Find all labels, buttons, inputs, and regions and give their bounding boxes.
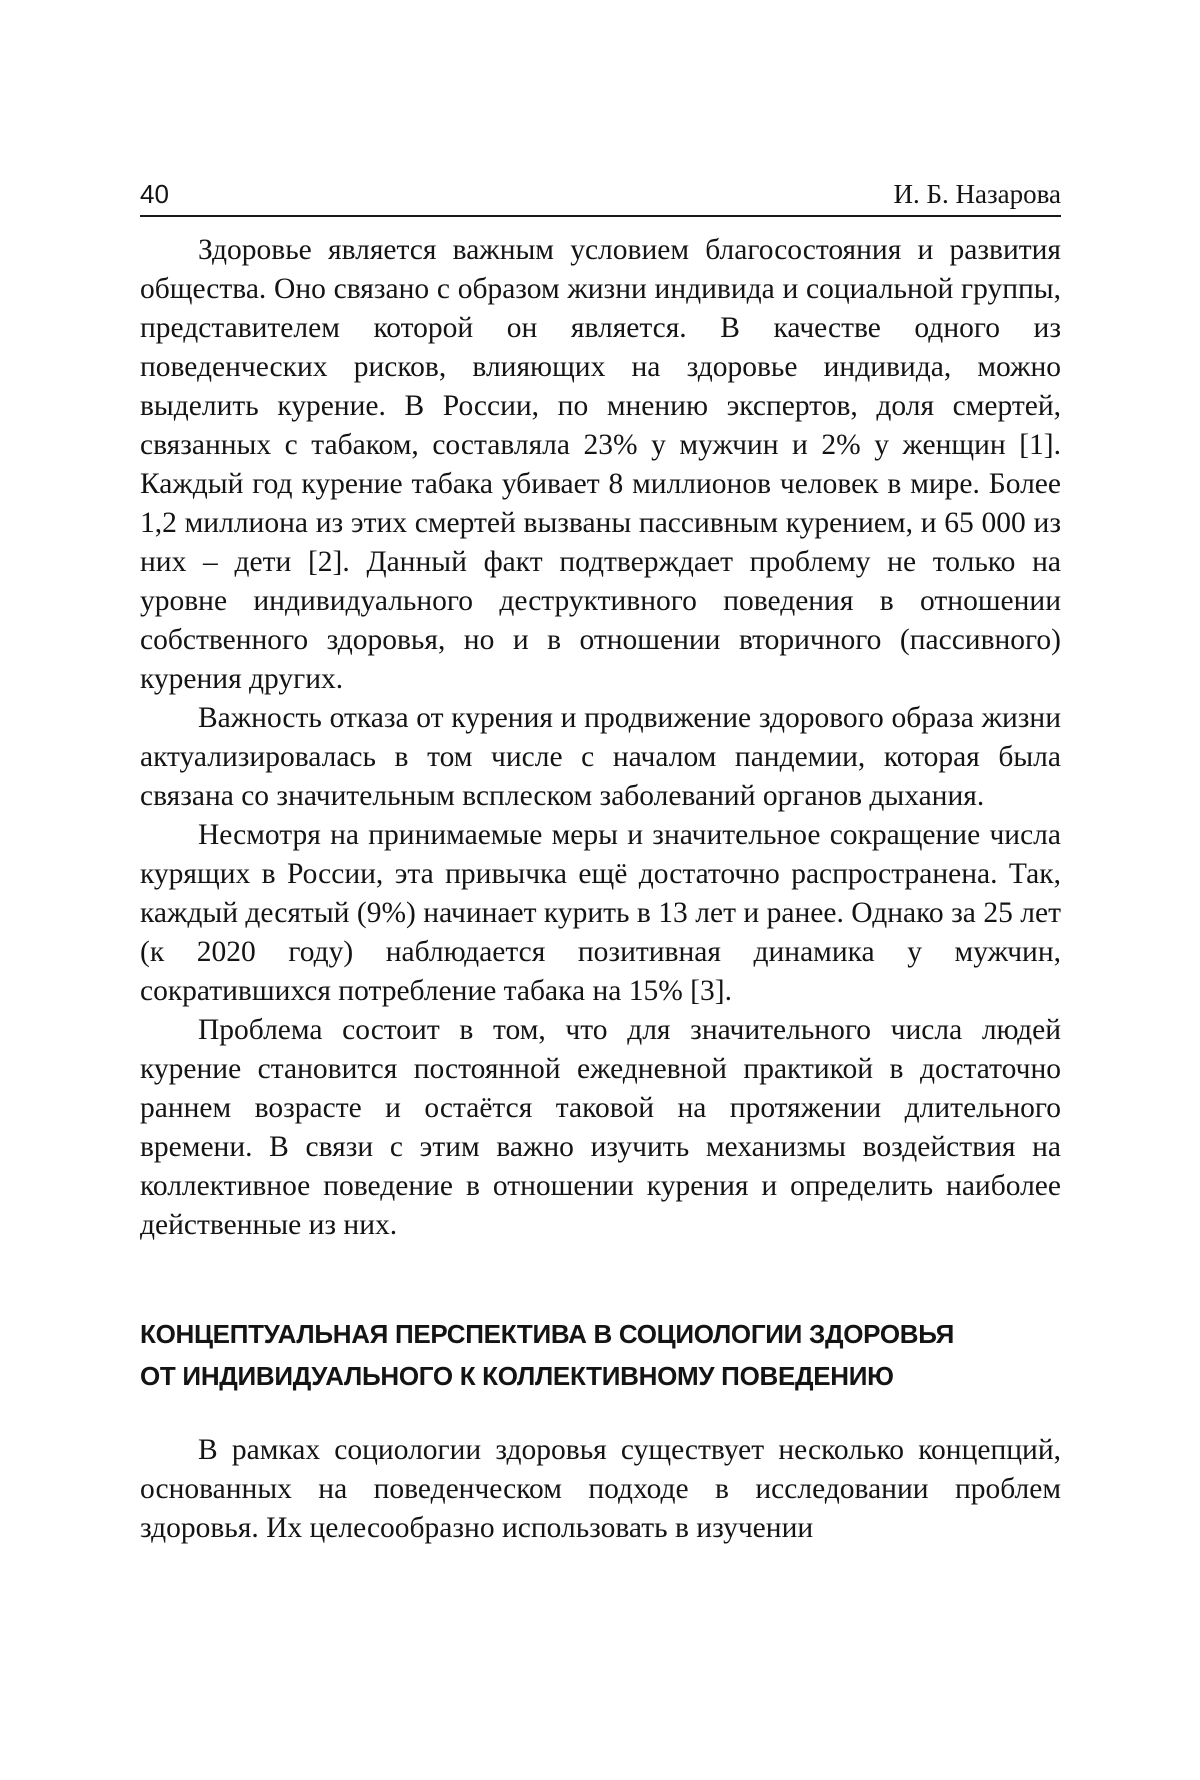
page-header [140, 164, 1061, 210]
section-heading-line-2: ОТ ИНДИВИДУАЛЬНОГО К КОЛЛЕКТИВНОМУ ПОВЕДЕНИЮ [140, 1361, 894, 1391]
paragraph-health-and-smoking: Здоровье является важным условием благосостояния и развития общества. Оно связано с образом жизни индивида и социальной группы, представителем которой он является. В качестве одного из поведенческих рисков, влияющих на здоровье индивида, можно выделить курение. В России, по мнению экспертов, доля смертей, связанных с табаком, составляла 23% у мужчин и 2% у женщин [1]. Каждый год курение табака убивает 8 миллионов человек в мире. Более 1,2 миллиона из этих смертей вызваны пассивным курением, и 65 000 из них – дети [2]. Данный факт подтверждает проблему не только на уровне индивидуального деструктивного поведения в отношении собственного здоровья, но и в отношении вторичного (пассивного) курения других. [140, 234, 1061, 695]
header-divider [140, 215, 1061, 217]
paragraph-pandemic: Важность отказа от курения и продвижение здорового образа жизни актуализировалась в том числе с началом пандемии, которая была связана со значительным всплеском заболеваний органов дыхания. [140, 702, 1061, 812]
paragraph-problem-statement: Проблема состоит в том, что для значительного числа людей курение становится постоянной ежедневной практикой в достаточно раннем возрасте и остаётся таковой на протяжении длительного времени. В связи с этим важно изучить механизмы воздействия на коллективное поведение в отношении курения и определить наиболее действенные из них. [140, 1014, 1061, 1241]
page-number: 40 [140, 179, 169, 209]
paragraph-statistics: Несмотря на принимаемые меры и значительное сокращение числа курящих в России, эта привычка ещё достаточно распространена. Так, каждый десятый (9%) начинает курить в 13 лет и ранее. Однако за 25 лет (к 2020 году) наблюдается позитивная динамика у мужчин, сократившихся потребление табака на 15% [3]. [140, 819, 1061, 1007]
section-heading [140, 1313, 1061, 1397]
page-body [140, 231, 1061, 1548]
section-heading-line-1: КОНЦЕПТУАЛЬНАЯ ПЕРСПЕКТИВА В СОЦИОЛОГИИ ЗДОРОВЬЯ [140, 1319, 955, 1349]
running-head-author: И. Б. Назарова [893, 179, 1061, 209]
paragraph-section-intro: В рамках социологии здоровья существует несколько концепций, основанных на поведенческом подходе в исследовании проблем здоровья. Их целесообразно использовать в изучении [140, 1434, 1061, 1544]
